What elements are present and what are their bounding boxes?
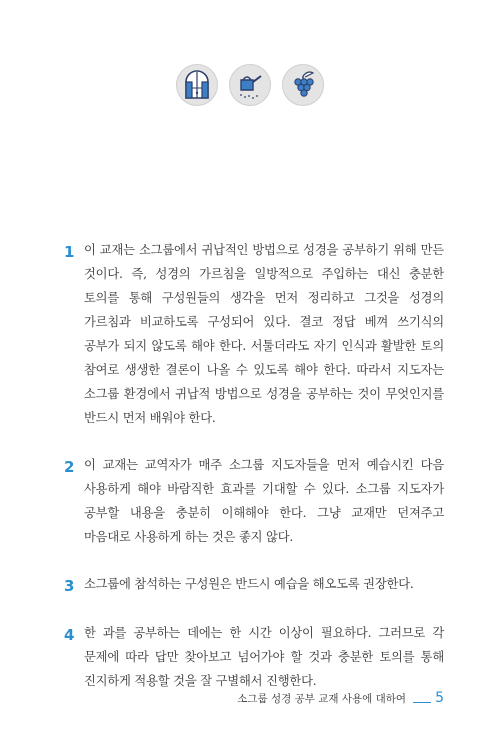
list-item — [64, 238, 444, 430]
grapes-icon — [282, 64, 324, 106]
page-number: 5 — [435, 690, 444, 706]
page-footer — [237, 690, 444, 706]
item-number: 1 — [64, 243, 75, 261]
guideline-list — [64, 238, 444, 716]
item-text: 한 과를 공부하는 데에는 한 시간 이상이 필요하다. 그러므로 각 문제에 따라 답만 찾아보고 넘어가야 할 것과 충분한 토의를 통해 진지하게 적용할 것을 잘 구별해서 진행한다. — [84, 626, 444, 688]
list-item — [64, 572, 444, 598]
item-text: 이 교재는 소그룹에서 귀납적인 방법으로 성경을 공부하기 위해 만든 것이다. 즉, 성경의 가르침을 일방적으로 주입하는 대신 충분한 토의를 통해 구성원들의 생각을 먼저 정리하고 그것을 성경의 가르침과 비교하도록 구성되어 있다. 결코 정답 베껴 쓰기식의 공부가 되지 않도록 해야 한다. 서툴더라도 자기 인식과 활발한 토의 참여로 생생한 결론이 나올 수 있도록 해야 한다. 따라서 지도자는 소그룹 환경에서 귀납적 방법으로 성경을 공부하는 것이 무엇인지를 반드시 먼저 배워야 한다. — [84, 243, 444, 425]
item-number: 3 — [64, 577, 75, 595]
window-icon — [176, 64, 218, 106]
watering-can-icon — [229, 64, 271, 106]
footer-title: 소그룹 성경 공부 교재 사용에 대하여 — [237, 692, 407, 705]
footer-divider — [413, 694, 431, 703]
list-item — [64, 453, 444, 549]
item-text: 이 교재는 교역자가 매주 소그룹 지도자들을 먼저 예습시킨 다음 사용하게 해야 바람직한 효과를 기대할 수 있다. 소그룹 지도자가 공부할 내용을 충분히 이해해야 한다. 그냥 교재만 던져주고 마음대로 사용하게 하는 것은 좋지 않다. — [84, 458, 444, 544]
item-text: 소그룹에 참석하는 구성원은 반드시 예습을 해오도록 권장한다. — [84, 577, 414, 591]
list-item — [64, 621, 444, 693]
item-number: 4 — [64, 626, 75, 644]
item-number: 2 — [64, 458, 75, 476]
icon-row — [0, 64, 500, 106]
